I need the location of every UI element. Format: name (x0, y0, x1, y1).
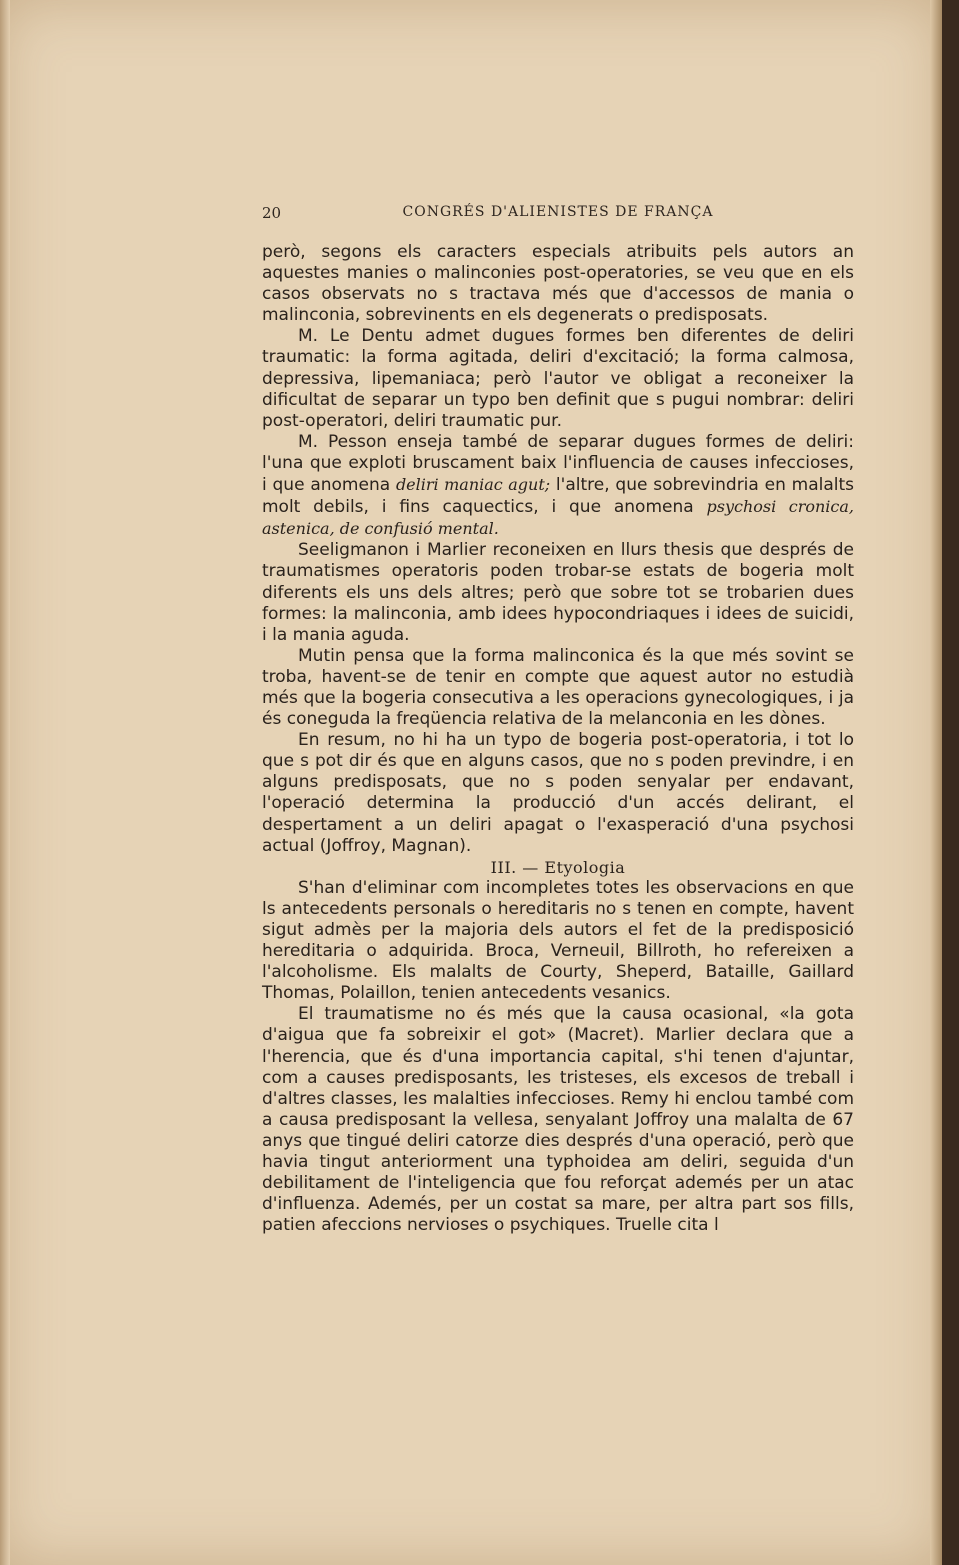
body-text (262, 242, 854, 1236)
paragraph-2: M. Le Dentu admet dugues formes ben diferentes de deliri traumatic: la forma agitada, deliri d'excitació; la forma calmosa, depressiva, lipemaniaca; però l'autor ve obligat a reconeixer la dificultat de separar un typo ben definit que s pugui nombrar: deliri post-operatori, deliri traumatic pur. (262, 326, 854, 431)
paragraph-6: En resum, no hi ha un typo de bogeria post-operatoria, i tot lo que s pot dir és que en alguns casos, que no s poden previndre, i en alguns predisposats, que no s poden senyalar per endavant, l'operació determina la producció d'un accés delirant, el despertament a un deliri apagat o l'exasperació d'una psychosi actual (Joffroy, Magnan). (262, 730, 854, 856)
paragraph-3-text-a: M. Pesson enseja també de separar dugues formes de deliri: l'una que exploti bruscament baix l'influencia de causes infeccioses, i que anomena (262, 431, 854, 496)
paragraph-5: Mutin pensa que la forma malinconica és la que més sovint se troba, havent-se de tenir en compte que aquest autor no estudià més que la bogeria consecutiva a les operacions gynecologiques, i ja és coneguda la freqüencia relativa de la melanconia en les dònes. (262, 645, 854, 730)
page-header (262, 204, 854, 226)
paragraph-3-italic-b: psychosi cronica, astenica, de confusió mental. (262, 497, 854, 539)
page-left-edge (0, 0, 10, 1565)
running-title: CONGRÉS D'ALIENISTES DE FRANÇA (402, 204, 714, 220)
page-right-edge (930, 0, 942, 1565)
page-number: 20 (262, 204, 282, 222)
paragraph-3-text-b: l'altre, que sobrevindria en malalts molt debils, i fins caquectics, i que anomena (262, 475, 855, 518)
paragraph-7: S'han d'eliminar com incompletes totes les observacions en que ls antecedents personals o hereditaris no s tenen en compte, havent sigut admès per la majoria dels autors el fet de la predisposició hereditaria o adquirida. Broca, Verneuil, Billroth, ho refereixen a l'alcoholisme. Els malalts de Courty, Sheperd, Bataille, Gaillard Thomas, Polaillon, tenien antecedents vesanics. (262, 877, 854, 1004)
paragraph-4: Seeligmanon i Marlier reconeixen en llurs thesis que després de traumatismes operatoris poden trobar-se estats de bogeria molt diferents els uns dels altres; però que sobre tot se trobarien dues formes: la malinconia, amb idees hypocondriaques i idees de suicidi, i la mania aguda. (262, 540, 854, 645)
paragraph-8: El traumatisme no és més que la causa ocasional, «la gota d'aigua que fa sobreixir el got» (Macret). Marlier declara que a l'herencia, que és d'una importancia capital, s'hi tenen d'ajuntar, com a causes predisposants, les tristeses, els excesos de treball i d'altres classes, les malalties infeccioses. Remy hi enclou també com a causa predisposant la vellesa, senyalant Joffroy una malalta de 67 anys que tingué deliri catorze dies després d'una operació, però que havia tingut anteriorment una typhoidea am deliri, seguida d'un debilitament de l'inteligencia que fou reforçat ademés per un atac d'influenza. Ademés, per un costat sa mare, per altra part sos fills, patien afeccions nervioses o psychiques. Truelle cita l (262, 1004, 854, 1236)
section-heading: III. — Etyologia (490, 857, 626, 877)
paragraph-3 (262, 432, 854, 540)
paragraph-1: però, segons els caracters especials atribuits pels autors an aquestes manies o malinconies post-operatories, se veu que en els casos observats no s tractava més que d'accessos de mania o malinconia, sobrevinents en els degenerats o predisposats. (262, 242, 854, 326)
paragraph-3-italic-a: deliri maniac agut; (395, 475, 551, 495)
